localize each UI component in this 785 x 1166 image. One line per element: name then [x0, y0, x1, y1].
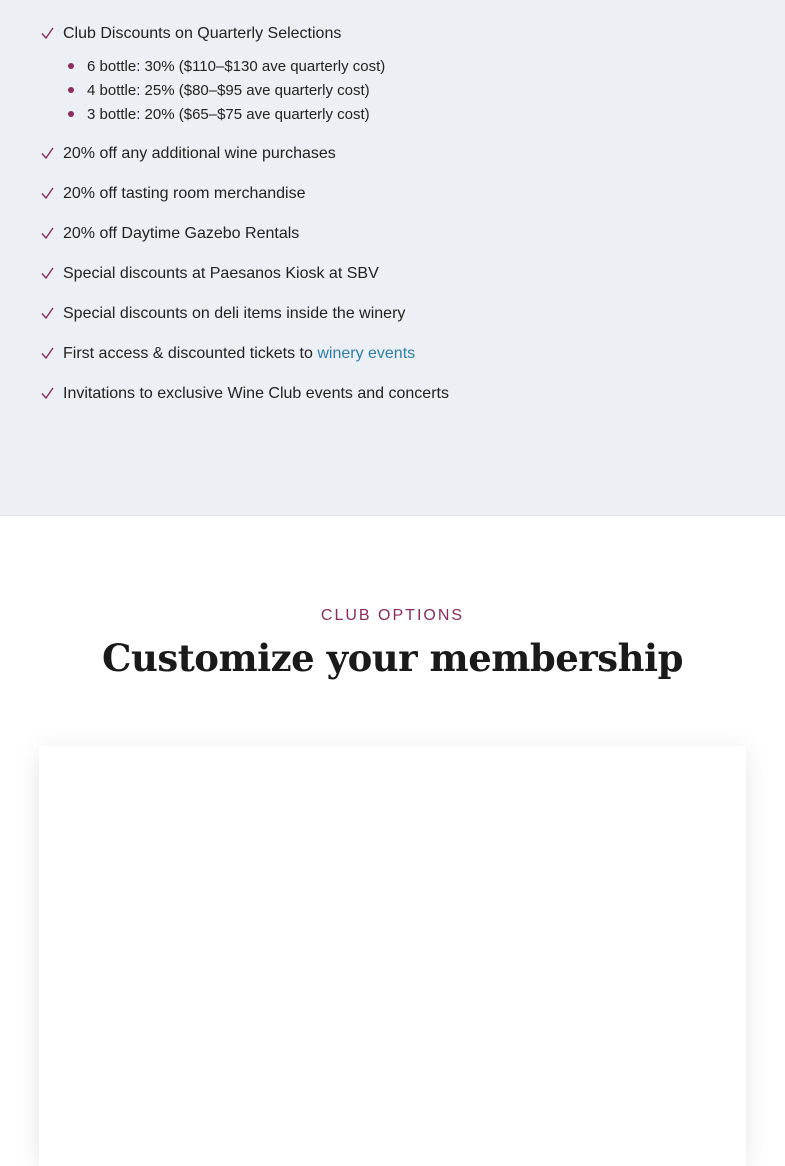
check-icon: [41, 227, 54, 240]
check-icon: [41, 187, 54, 200]
check-icon: [41, 27, 54, 40]
discount-tier-label: 6 bottle: 30% ($110–$130 ave quarterly cost): [87, 58, 386, 75]
club-options-eyebrow: CLUB OPTIONS: [320, 607, 465, 624]
benefit-label: [63, 344, 415, 364]
discount-tier-3-bottle: [0, 103, 600, 125]
benefit-label: Special discounts at Paesanos Kiosk at SBV: [63, 265, 379, 282]
bullet-dot-icon: [68, 87, 74, 93]
benefit-gazebo-rentals: [0, 222, 700, 246]
discount-tier-6-bottle: [0, 55, 600, 77]
discount-tier-label: 4 bottle: 25% ($80–$95 ave quarterly cost): [87, 82, 370, 99]
benefit-label-text: First access & discounted tickets to: [63, 345, 318, 362]
benefit-club-discounts: [0, 22, 700, 46]
benefit-label: Club Discounts on Quarterly Selections: [63, 25, 342, 42]
benefit-label: 20% off any additional wine purchases: [63, 145, 336, 162]
check-icon: [41, 267, 54, 280]
check-icon: [41, 307, 54, 320]
discount-tier-label: 3 bottle: 20% ($65–$75 ave quarterly cost): [87, 106, 370, 123]
benefit-label: Invitations to exclusive Wine Club events and concerts: [63, 385, 449, 402]
bullet-dot-icon: [68, 111, 74, 117]
benefit-label: 20% off tasting room merchandise: [63, 185, 306, 202]
benefit-paesanos-kiosk: [0, 262, 700, 286]
membership-option-card: [39, 746, 746, 1166]
benefit-label: 20% off Daytime Gazebo Rentals: [63, 225, 300, 242]
benefit-deli-items: [0, 302, 700, 326]
benefit-exclusive-invitations: [0, 382, 700, 406]
benefit-additional-wine: [0, 142, 700, 166]
discount-tier-4-bottle: [0, 79, 600, 101]
club-options-title: Customize your membership: [102, 636, 683, 680]
benefit-label: Special discounts on deli items inside the winery: [63, 305, 406, 322]
winery-events-link[interactable]: winery events: [317, 345, 416, 362]
check-icon: [41, 387, 54, 400]
benefit-merchandise: [0, 182, 700, 206]
benefit-first-access: [0, 342, 700, 366]
bullet-dot-icon: [68, 63, 74, 69]
benefits-section: [0, 0, 785, 516]
check-icon: [41, 147, 54, 160]
check-icon: [41, 347, 54, 360]
